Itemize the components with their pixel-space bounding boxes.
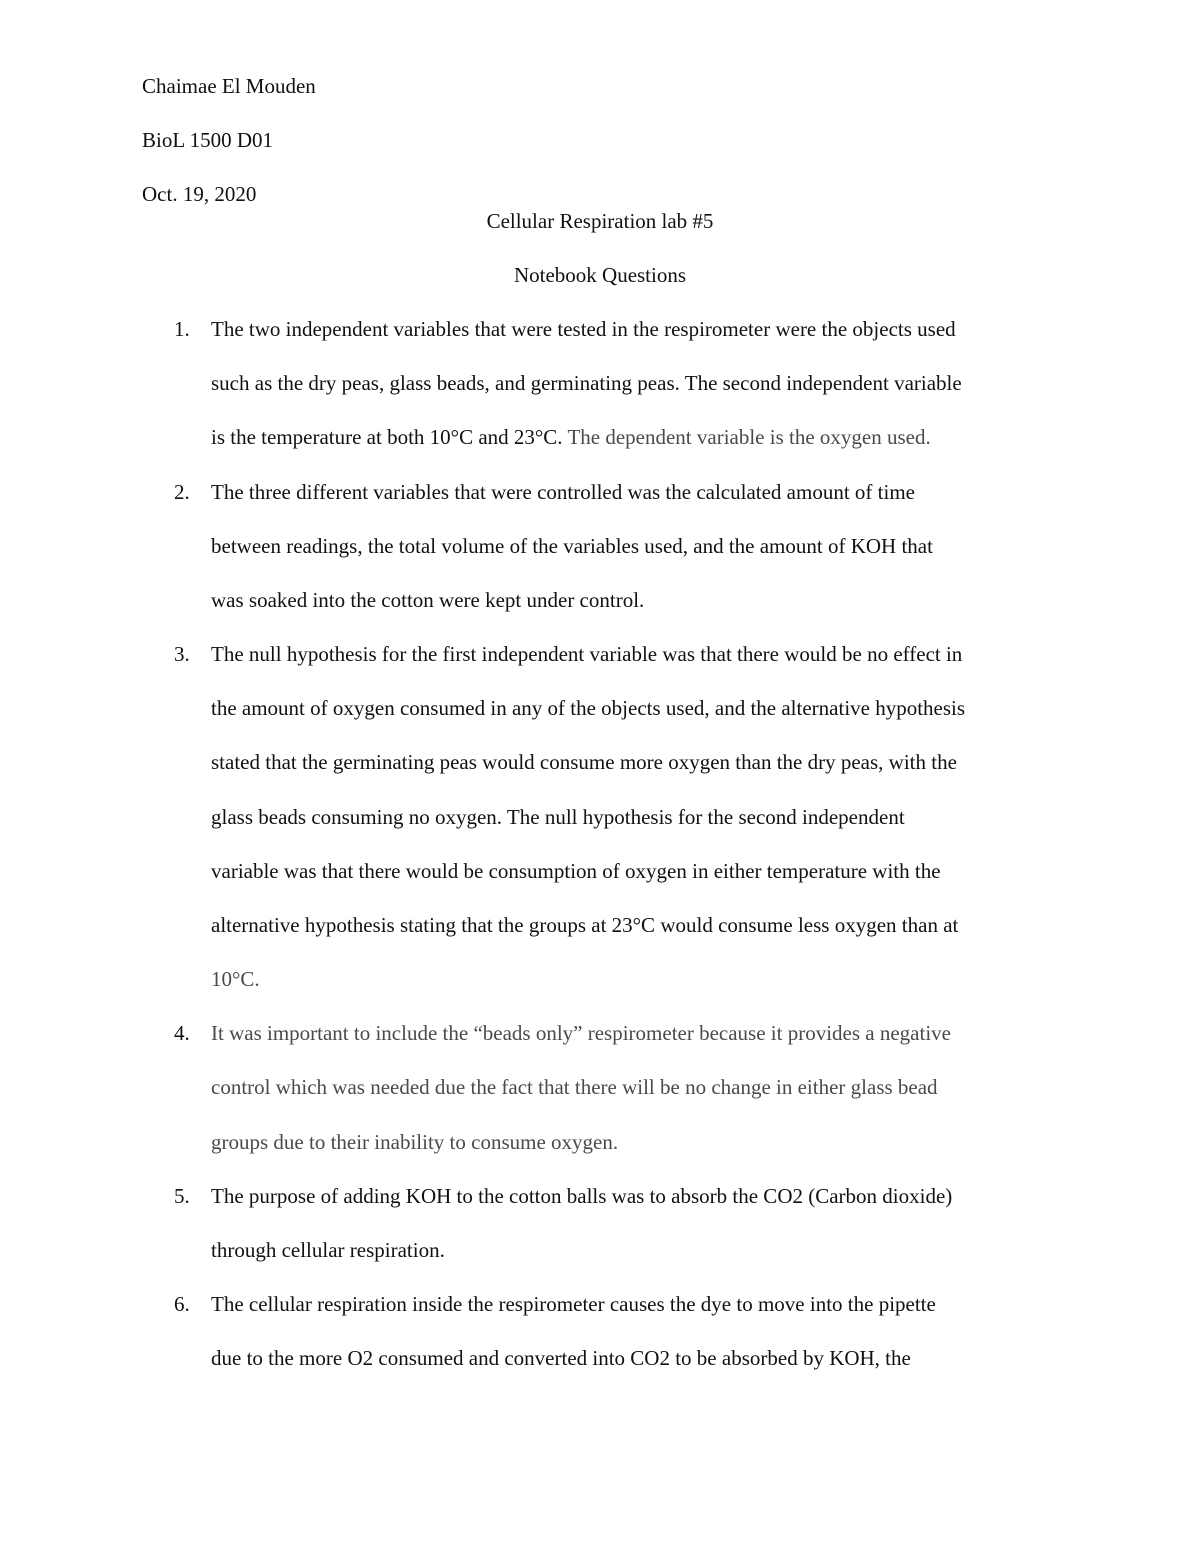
document-subtitle: Notebook Questions (513, 263, 687, 287)
document-title: Cellular Respiration lab #5 (486, 209, 714, 233)
question-text-line: due to the more O2 consumed and converted into CO2 to be absorbed by KOH, the (211, 1346, 911, 1370)
question-text-line: The three different variables that were controlled was the calculated amount of time (211, 480, 915, 504)
question-text-line: groups due to their inability to consume oxygen. (211, 1130, 619, 1154)
question-text-line: The two independent variables that were tested in the respirometer were the objects used (211, 317, 956, 341)
question-text-line (211, 425, 931, 449)
question-text-line: the amount of oxygen consumed in any of the objects used, and the alternative hypothesis (211, 696, 966, 720)
question-number: 6. (174, 1292, 190, 1316)
question-text-line: through cellular respiration. (211, 1238, 445, 1262)
document-date: Oct. 19, 2020 (142, 182, 257, 206)
author-name: Chaimae El Mouden (142, 74, 316, 98)
question-number: 5. (174, 1184, 190, 1208)
course-code: BioL 1500 D01 (142, 128, 274, 152)
question-text-line: It was important to include the “beads only” respirometer because it provides a negative (211, 1021, 951, 1045)
question-text-line: control which was needed due the fact that there will be no change in either glass bead (211, 1075, 938, 1099)
question-number: 1. (174, 317, 190, 341)
question-text-line: between readings, the total volume of the variables used, and the amount of KOH that (211, 534, 933, 558)
question-number: 2. (174, 480, 190, 504)
question-text-line: such as the dry peas, glass beads, and germinating peas. The second independent variable (211, 371, 962, 395)
question-text-line: The purpose of adding KOH to the cotton balls was to absorb the CO2 (Carbon dioxide) (211, 1184, 953, 1208)
question-text-line: was soaked into the cotton were kept under control. (211, 588, 645, 612)
question-text-line: stated that the germinating peas would consume more oxygen than the dry peas, with the (211, 750, 957, 774)
question-text-line: alternative hypothesis stating that the groups at 23°C would consume less oxygen than at (211, 913, 959, 937)
question-text-line: The cellular respiration inside the respirometer causes the dye to move into the pipette (211, 1292, 936, 1316)
question-text-line: 10°C. (211, 967, 260, 991)
question-text-line: glass beads consuming no oxygen. The null hypothesis for the second independent (211, 805, 905, 829)
question-text-segment: is the temperature at both 10°C and 23°C. (211, 425, 563, 449)
question-text-segment: The dependent variable is the oxygen used. (567, 425, 931, 449)
question-number: 4. (174, 1021, 190, 1045)
question-number: 3. (174, 642, 190, 666)
question-text-line: The null hypothesis for the first independent variable was that there would be no effect in (211, 642, 963, 666)
question-text-line: variable was that there would be consumption of oxygen in either temperature with the (211, 859, 941, 883)
